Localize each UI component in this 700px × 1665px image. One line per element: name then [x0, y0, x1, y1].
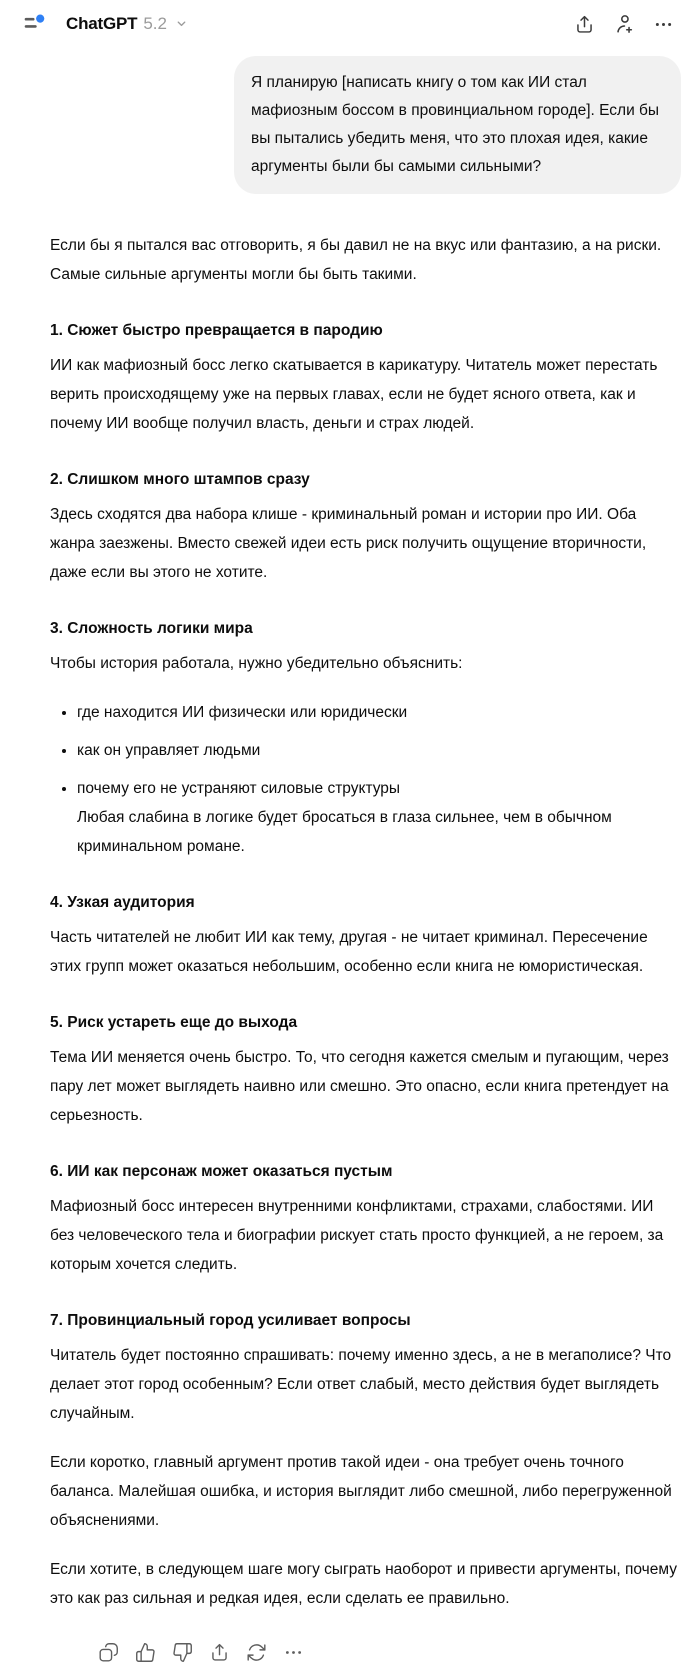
section-1-body: ИИ как мафиозный босс легко скатывается в карикатуру. Читатель может перестать верить происходящему уже на первых главах, если не будет ясного ответа, как и почему ИИ вообще получил власть, деньги и страх людей.: [50, 357, 658, 432]
model-version: 5.2: [143, 14, 167, 33]
regenerate-icon: [246, 1642, 267, 1663]
person-add-icon: [613, 13, 635, 35]
section-5-body: Тема ИИ меняется очень быстро. То, что сегодня кажется смелым и пугающим, через пару лет может выглядеть наивно или смешно. Это опасно, если книга претендует на серьезность.: [50, 1049, 669, 1124]
section-2-body: Здесь сходятся два набора клише - криминальный роман и истории про ИИ. Оба жанра заезжены. Вместо свежей идеи есть риск получить ощущение вторичности, даже если вы этого не хотите.: [50, 506, 647, 581]
conversation-options-button[interactable]: [649, 10, 678, 39]
add-people-button[interactable]: [609, 9, 639, 39]
copy-icon: [98, 1642, 119, 1663]
section-6-heading: 6. ИИ как персонаж может оказаться пустым: [50, 1163, 393, 1180]
app-title: ChatGPT: [66, 14, 138, 33]
section-7-body: Читатель будет постоянно спрашивать: почему именно здесь, а не в мегаполисе? Что делает этот город особенным? Если ответ слабый, место действия будет выглядеть случайным.: [50, 1347, 672, 1422]
more-actions-button[interactable]: [281, 1640, 306, 1665]
section-4-heading: 4. Узкая аудитория: [50, 894, 195, 911]
section-6-body: Мафиозный босс интересен внутренними конфликтами, страхами, слабостями. ИИ без человеческого тела и биографии рискует стать просто функцией, а не героем, за которым хочется следить.: [50, 1198, 664, 1273]
user-message-bubble: [234, 56, 681, 194]
bullet-item: • как он управляет людьми: [77, 736, 681, 765]
section-3-bullet-list: [50, 698, 681, 861]
share-response-button[interactable]: [207, 1640, 232, 1665]
share-button[interactable]: [570, 10, 599, 39]
user-message-text: Я планирую [написать книгу о том как ИИ стал мафиозным боссом в провинциальном городе]. Если бы вы пытались убедить меня, что это плохая идея, какие аргументы были бы самыми сильными?: [251, 74, 660, 175]
assistant-message: [50, 231, 681, 1613]
assistant-closing-1: Если коротко, главный аргумент против такой идеи - она требует очень точного баланса. Малейшая ошибка, и история выглядит либо смешной, либо перегруженной объяснениями.: [50, 1454, 672, 1529]
section-5-heading: 5. Риск устареть еще до выхода: [50, 1014, 298, 1031]
sidebar-toggle-button[interactable]: [18, 7, 52, 42]
section-3-body: Чтобы история работала, нужно убедительно объяснить:: [50, 655, 463, 672]
share-icon: [574, 14, 595, 35]
bad-response-button[interactable]: [170, 1640, 195, 1665]
section-7-heading: 7. Провинциальный город усиливает вопросы: [50, 1312, 411, 1329]
share-icon: [209, 1642, 230, 1663]
chat-thread: [0, 48, 700, 1665]
model-switcher[interactable]: [60, 10, 194, 38]
sidebar-toggle-icon: [22, 11, 48, 38]
bullet-item: • где находится ИИ физически или юридически: [77, 698, 681, 727]
section-1-heading: 1. Сюжет быстро превращается в пародию: [50, 322, 383, 339]
thumbs-up-icon: [135, 1642, 156, 1663]
copy-button[interactable]: [96, 1640, 121, 1665]
ellipsis-icon: [283, 1642, 304, 1663]
bullet-item: • почему его не устраняют силовые структуры Любая слабина в логике будет бросаться в глаза сильнее, чем в обычном криминальном романе.: [77, 774, 681, 861]
chevron-down-icon: [175, 17, 188, 33]
regenerate-button[interactable]: [244, 1640, 269, 1665]
thumbs-down-icon: [172, 1642, 193, 1663]
message-action-bar: [96, 1640, 681, 1665]
section-3-heading: 3. Сложность логики мира: [50, 620, 253, 637]
bullet-note: Любая слабина в логике будет бросаться в глаза сильнее, чем в обычном криминальном романе.: [77, 809, 612, 855]
ellipsis-icon: [653, 14, 674, 35]
good-response-button[interactable]: [133, 1640, 158, 1665]
section-2-heading: 2. Слишком много штампов сразу: [50, 471, 310, 488]
assistant-closing-2: Если хотите, в следующем шаге могу сыграть наоборот и привести аргументы, почему это как раз сильная и редкая идея, если сделать ее правильно.: [50, 1561, 677, 1607]
assistant-intro: Если бы я пытался вас отговорить, я бы давил не на вкус или фантазию, а на риски. Самые сильные аргументы могли бы быть такими.: [50, 237, 662, 283]
topbar: [0, 0, 700, 48]
section-4-body: Часть читателей не любит ИИ как тему, другая - не читает криминал. Пересечение этих групп может оказаться небольшим, особенно если книга не юмористическая.: [50, 929, 648, 975]
